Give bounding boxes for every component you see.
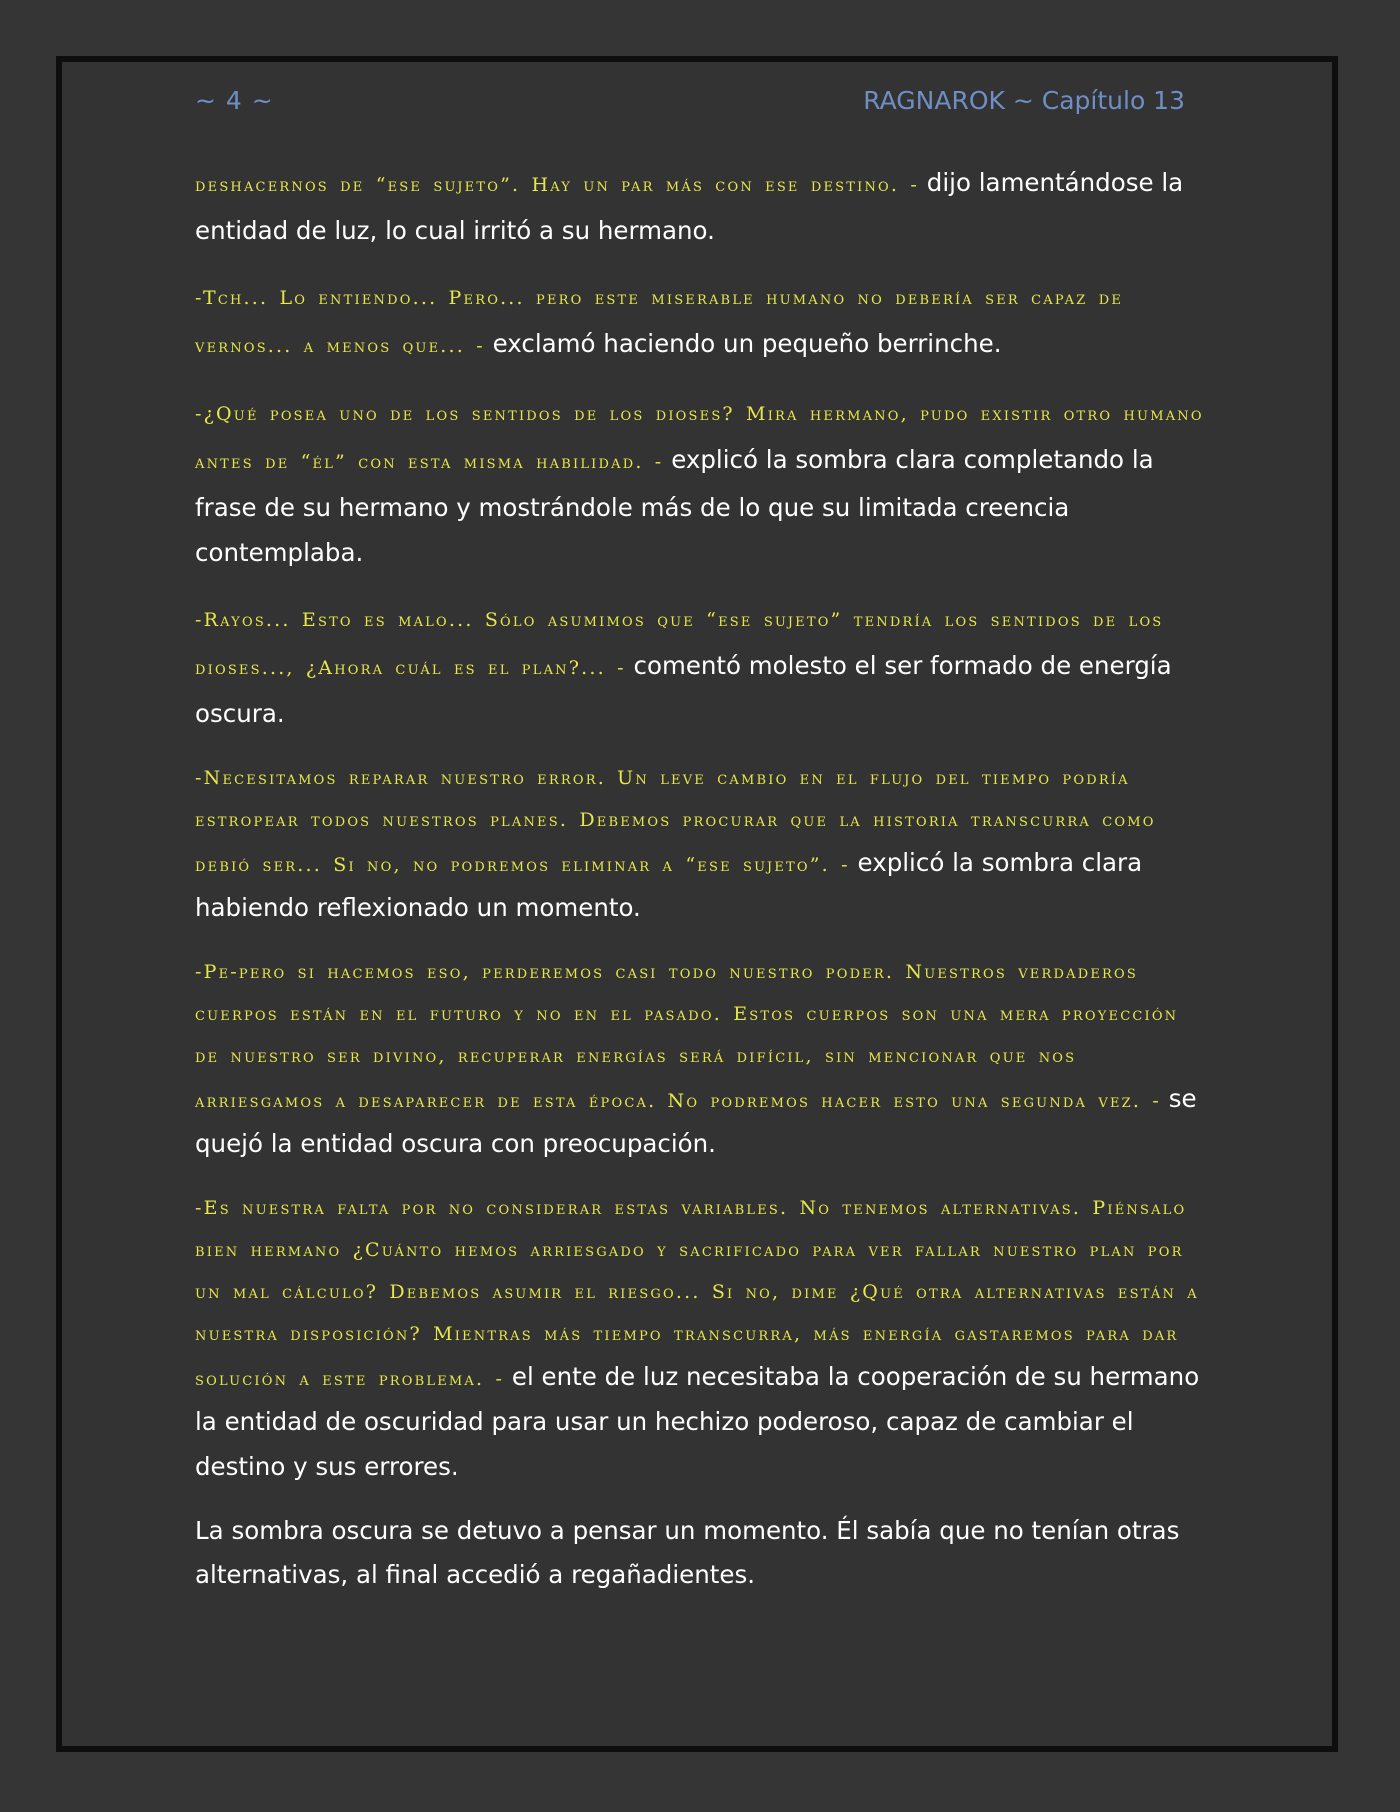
dialogue-text: -Rayos... Esto es malo... Sólo asumimos que “ese sujeto” tendría los sentidos de los dioses..., ¿Ahora cuál es el plan?... - xyxy=(195,609,1164,679)
paragraph-2 xyxy=(195,273,1205,369)
paragraph-3 xyxy=(195,389,1205,575)
paragraph-5 xyxy=(195,756,1205,930)
dialogue-text: deshacernos de “ese sujeto”. Hay un par más con ese destino. - xyxy=(195,174,920,196)
narration-text: exclamó haciendo un pequeño berrinche. xyxy=(484,329,1002,358)
chapter-title: RAGNAROK ~ Capítulo 13 xyxy=(863,86,1185,115)
narration-text: explicó la sombra clara completando la frase de su hermano y mostrándole más de lo que su limitada creencia contemplaba. xyxy=(195,445,1154,567)
paragraph-6 xyxy=(195,950,1205,1166)
paragraph-8 xyxy=(195,1509,1205,1597)
narration-text: explicó la sombra clara habiendo reflexionado un momento. xyxy=(195,848,1143,922)
dialogue-text: -Necesitamos reparar nuestro error. Un leve cambio en el flujo del tiempo podría estropear todos nuestros planes. Debemos procurar que la historia transcurra como debió ser... Si no, no podremos eliminar a “ese sujeto”. - xyxy=(195,767,1156,876)
page-number: ~ 4 ~ xyxy=(195,86,274,115)
narration-text: comentó molesto el ser formado de energía oscura. xyxy=(195,651,1172,728)
narration-text: el ente de luz necesitaba la cooperación de su hermano la entidad de oscuridad para usar un hechizo poderoso, capaz de cambiar el destino y sus errores. xyxy=(195,1362,1200,1481)
paragraph-1 xyxy=(195,160,1205,253)
dialogue-text: -Es nuestra falta por no considerar estas variables. No tenemos alternativas. Piénsalo bien hermano ¿Cuánto hemos arriesgado y sacrificado para ver fallar nuestro plan por un mal cálculo? Debemos asumir el riesgo... Si no, dime ¿Qué otra alternativas están a nuestra disposición? Mientras más tiempo transcurra, más energía gastaremos para dar solución a este problema. - xyxy=(195,1197,1199,1390)
narration-text: se quejó la entidad oscura con preocupación. xyxy=(195,1084,1197,1158)
paragraph-7 xyxy=(195,1186,1205,1489)
narration-text: dijo lamentándose la entidad de luz, lo cual irritó a su hermano. xyxy=(195,168,1184,245)
dialogue-text: -Tch... Lo entiendo... Pero... pero este miserable humano no debería ser capaz de vernos... a menos que... - xyxy=(195,287,1124,357)
page-content xyxy=(195,160,1205,1617)
dialogue-text: -Pe-pero si hacemos eso, perderemos casi todo nuestro poder. Nuestros verdaderos cuerpos están en el futuro y no en el pasado. Estos cuerpos son una mera proyección de nuestro ser divino, recuperar energías será difícil, sin mencionar que nos arriesgamos a desaparecer de esta época. No podremos hacer esto una segunda vez. - xyxy=(195,961,1179,1112)
paragraph-4 xyxy=(195,595,1205,736)
narration-text: La sombra oscura se detuvo a pensar un momento. Él sabía que no tenían otras alternativas, al final accedió a regañadientes. xyxy=(195,1516,1180,1589)
dialogue-text: -¿Qué posea uno de los sentidos de los dioses? Mira hermano, pudo existir otro humano antes de “él” con esta misma habilidad. - xyxy=(195,403,1204,473)
